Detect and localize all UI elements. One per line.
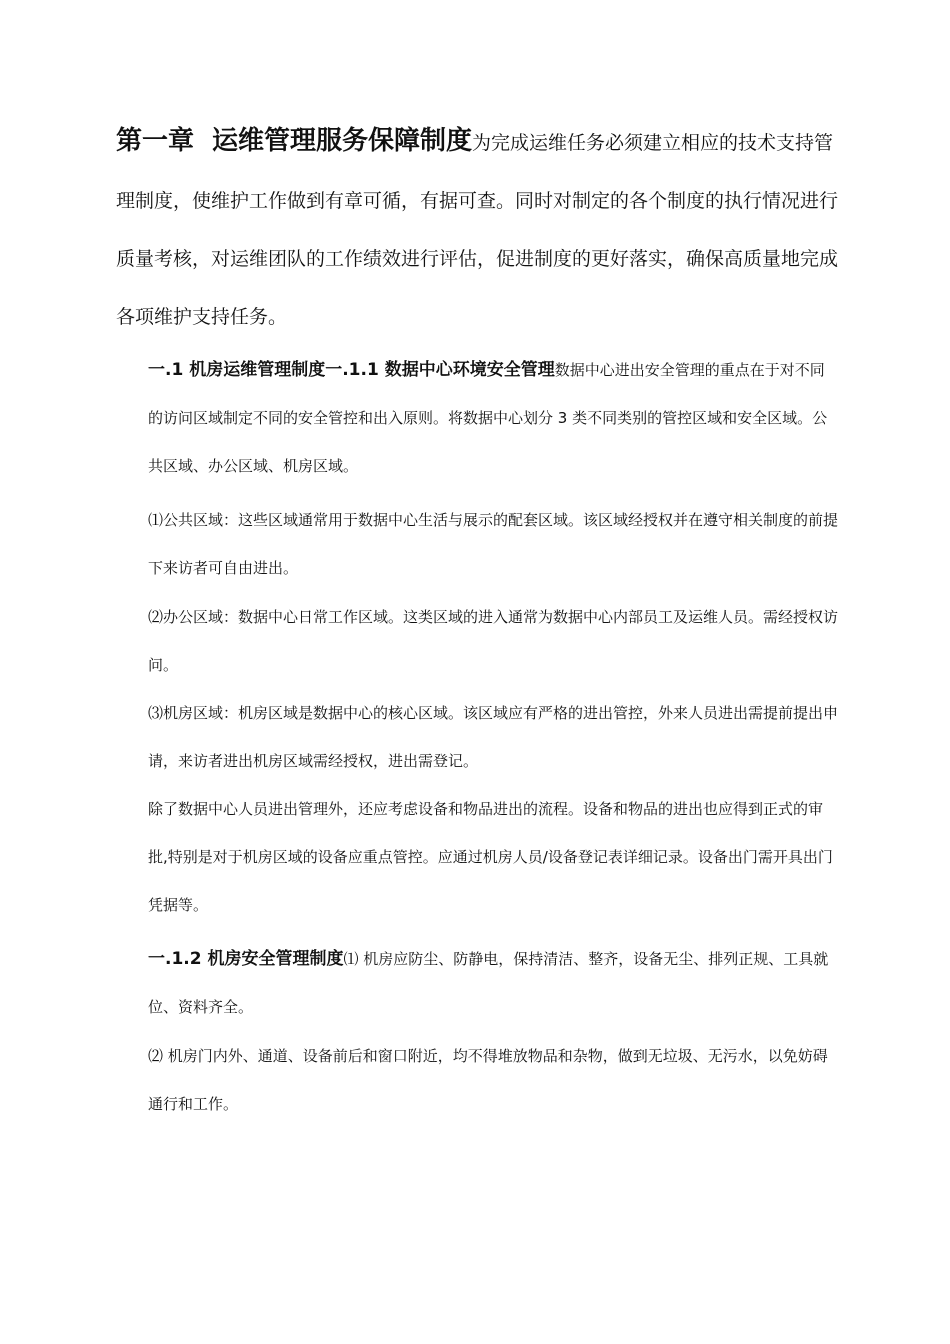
section-1-2-heading: 一.1.2 机房安全管理制度 — [148, 949, 344, 969]
list-item-public-area: ⑴公共区域：这些区域通常用于数据中心生活与展示的配套区域。该区域经授权并在遵守相关制度的前提下来访者可自由进出。 — [148, 511, 839, 577]
list-item-office-area: ⑵办公区域：数据中心日常工作区域。这类区域的进入通常为数据中心内部员工及运维人员。需经授权访问。 — [148, 608, 839, 674]
section-1-1-heading: 一.1.1 数据中心环境安全管理 — [325, 360, 555, 380]
section-1-2-item-1: ⑴ 机房应防尘、防静电，保持清洁、整齐，设备无尘、排列正规、工具就位、资料齐全。 — [148, 950, 829, 1016]
section-1-2-item-2: ⑵ 机房门内外、通道、设备前后和窗口附近，均不得堆放物品和杂物，做到无垃圾、无污水，以免妨碍通行和工作。 — [148, 1047, 828, 1113]
equipment-note-paragraph: 除了数据中心人员进出管理外，还应考虑设备和物品进出的流程。设备和物品的进出也应得到正式的审批,特别是对于机房区域的设备应重点管控。应通过机房人员/设备登记表详细记录。设备出门需开具出门凭据等。 — [148, 800, 833, 914]
chapter-intro-text: 为完成运维任务必须建立相应的技术支持管理制度，使维护工作做到有章可循，有据可查。同时对制定的各个制度的执行情况进行质量考核，对运维团队的工作绩效进行评估，促进制度的更好落实，确保高质量地完成各项维护支持任务。 — [116, 132, 839, 328]
list-item-machine-room-area: ⑶机房区域：机房区域是数据中心的核心区域。该区域应有严格的进出管控，外来人员进出需提前提出申请，来访者进出机房区域需经授权，进出需登记。 — [148, 704, 839, 770]
section-1-1-text: 数据中心进出安全管理的重点在于对不同的访问区域制定不同的安全管控和出入原则。将数据中心划分 3 类不同类别的管控区域和安全区域。公共区域、办公区域、机房区域。 — [148, 361, 828, 475]
section-1-2-paragraph — [148, 935, 838, 1031]
chapter-paragraph — [116, 112, 838, 346]
section-1-heading: 一.1 机房运维管理制度 — [148, 360, 326, 380]
chapter-heading-number: 第一章 — [116, 126, 195, 156]
chapter-heading-title: 运维管理服务保障制度 — [212, 126, 473, 156]
section-1-1-paragraph — [148, 346, 838, 490]
